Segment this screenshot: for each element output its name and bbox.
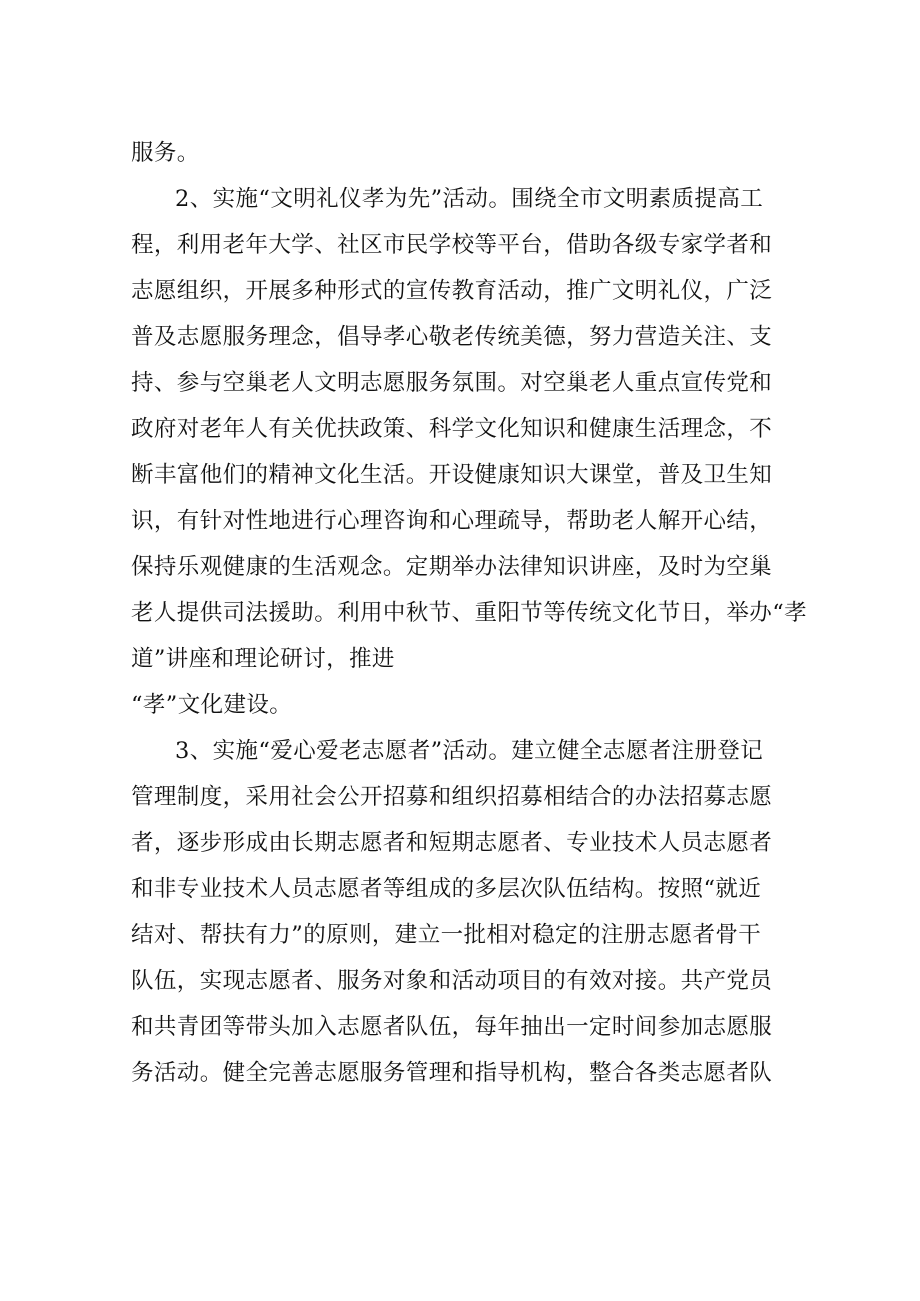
text-line: 道”讲座和理论研讨，推进 [131,646,395,672]
text-line: 志愿组织，开展多种形式的宣传教育活动，推广文明礼仪，广泛 [131,278,773,304]
text-line: 断丰富他们的精神文化生活。开设健康知识大课堂，普及卫生知 [131,462,773,488]
text-line: 持、参与空巢老人文明志愿服务氛围。对空巢老人重点宣传党和 [131,370,773,396]
text-line: 结对、帮扶有力”的原则，建立一批相对稳定的注册志愿者骨干 [131,922,762,948]
text-line: 和共青团等带头加入志愿者队伍，每年抽出一定时间参加志愿服 [131,1014,773,1040]
text-line: 保持乐观健康的生活观念。定期举办法律知识讲座，及时为空巢 [131,554,773,580]
text-line: 政府对老年人有关优扶政策、科学文化知识和健康生活理念，不 [131,416,773,442]
text-line: “孝”文化建设。 [131,692,293,718]
text-line: 老人提供司法援助。利用中秋节、重阳节等传统文化节日，举办“孝 [131,600,808,626]
text-line: 普及志愿服务理念，倡导孝心敬老传统美德，努力营造关注、支 [131,324,773,350]
text-line: 者，逐步形成由长期志愿者和短期志愿者、专业技术人员志愿者 [131,830,773,856]
paragraph-3-first-line: 3、实施“爱心爱老志愿者”活动。建立健全志愿者注册登记 [175,738,764,764]
text-line: 和非专业技术人员志愿者等组成的多层次队伍结构。按照“就近 [131,876,762,902]
text-line: 管理制度，采用社会公开招募和组织招募相结合的办法招募志愿 [131,784,773,810]
text-line: 队伍，实现志愿者、服务对象和活动项目的有效对接。共产党员 [131,968,773,994]
text-line: 务活动。健全完善志愿服务管理和指导机构，整合各类志愿者队 [131,1060,773,1086]
text-line: 服务。 [131,140,200,166]
text-line: 识，有针对性地进行心理咨询和心理疏导，帮助老人解开心结， [131,508,773,534]
paragraph-2-first-line: 2、实施“文明礼仪孝为先”活动。围绕全市文明素质提高工 [175,186,764,212]
text-line: 程，利用老年大学、社区市民学校等平台，借助各级专家学者和 [131,232,773,258]
